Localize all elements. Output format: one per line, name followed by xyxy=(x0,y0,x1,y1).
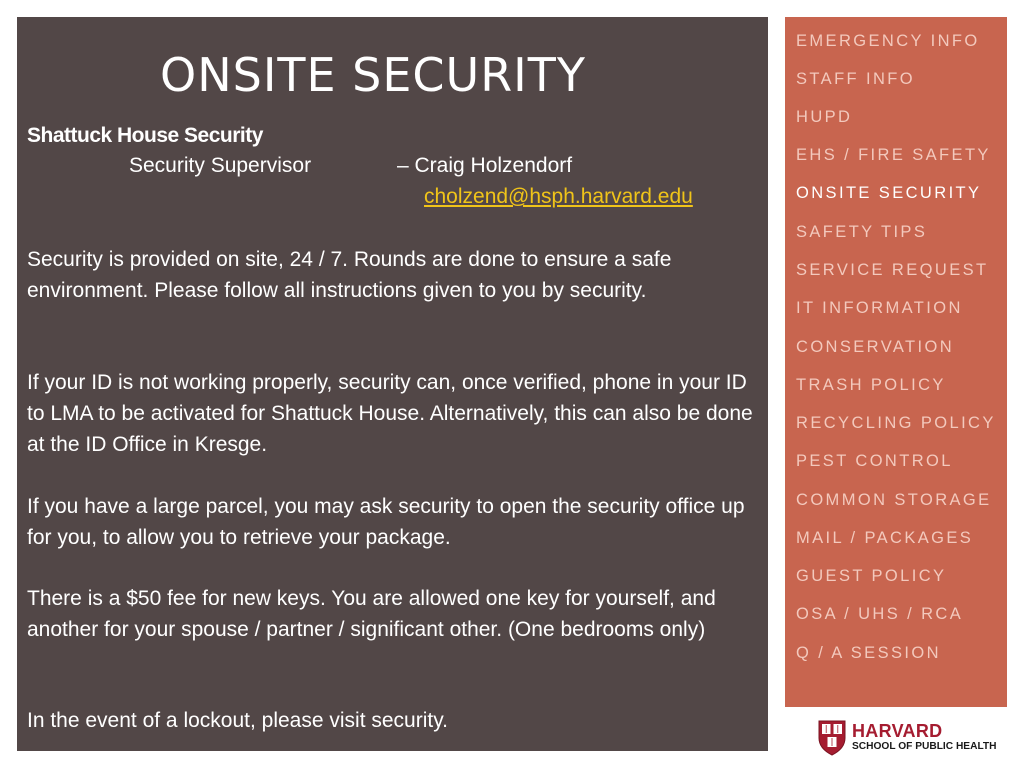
nav-item-conservation[interactable]: CONSERVATION xyxy=(796,338,955,356)
paragraph-id-activation: If your ID is not working properly, security can, once verified, phone in your ID to LMA to be activated for Shattuck House. Alternatively, this can also be done at the ID Office in Kresge. xyxy=(27,371,753,456)
harvard-logo xyxy=(818,720,998,758)
supervisor-role: Security Supervisor xyxy=(129,154,312,177)
nav-item-service-request[interactable]: SERVICE REQUEST xyxy=(796,261,989,279)
logo-name: HARVARD xyxy=(852,721,943,741)
nav-item-recycling-policy[interactable]: RECYCLING POLICY xyxy=(796,414,996,432)
supervisor-email-link[interactable]: cholzend@hsph.harvard.edu xyxy=(424,185,693,208)
harvard-shield-icon xyxy=(818,720,846,756)
nav-item-emergency-info[interactable]: EMERGENCY INFO xyxy=(796,32,980,50)
paragraph-lockout: In the event of a lockout, please visit security. xyxy=(27,709,448,732)
paragraph-parcel: If you have a large parcel, you may ask security to open the security office up for you, to allow you to retrieve your package. xyxy=(27,495,745,549)
page-title: ONSITE SECURITY xyxy=(160,48,586,102)
nav-item-pest-control[interactable]: PEST CONTROL xyxy=(796,452,953,470)
nav-item-osa-uhs-rca[interactable]: OSA / UHS / RCA xyxy=(796,605,964,623)
logo-subtitle: SCHOOL OF PUBLIC HEALTH xyxy=(852,741,997,752)
nav-item-onsite-security[interactable]: ONSITE SECURITY xyxy=(796,184,982,202)
org-name: Shattuck House Security xyxy=(27,124,263,147)
nav-item-trash-policy[interactable]: TRASH POLICY xyxy=(796,376,946,394)
sidebar-nav xyxy=(785,17,1007,707)
nav-item-mail-packages[interactable]: MAIL / PACKAGES xyxy=(796,529,974,547)
nav-item-it-information[interactable]: IT INFORMATION xyxy=(796,299,963,317)
supervisor-name: – Craig Holzendorf xyxy=(397,154,573,177)
paragraph-keys: There is a $50 fee for new keys. You are allowed one key for yourself, and another for your spouse / partner / significant other. (One bedrooms only) xyxy=(27,587,716,641)
nav-item-guest-policy[interactable]: GUEST POLICY xyxy=(796,567,947,585)
nav-item-common-storage[interactable]: COMMON STORAGE xyxy=(796,491,992,509)
nav-item-ehs-fire-safety[interactable]: EHS / FIRE SAFETY xyxy=(796,146,991,164)
nav-item-staff-info[interactable]: STAFF INFO xyxy=(796,70,916,88)
paragraph-onsite-security: Security is provided on site, 24 / 7. Rounds are done to ensure a safe environment. Please follow all instructions given to you by security. xyxy=(27,248,672,302)
nav-item-qa-session[interactable]: Q / A SESSION xyxy=(796,644,941,662)
main-content-panel xyxy=(17,17,768,751)
nav-item-safety-tips[interactable]: SAFETY TIPS xyxy=(796,223,928,241)
nav-item-hupd[interactable]: HUPD xyxy=(796,108,853,126)
